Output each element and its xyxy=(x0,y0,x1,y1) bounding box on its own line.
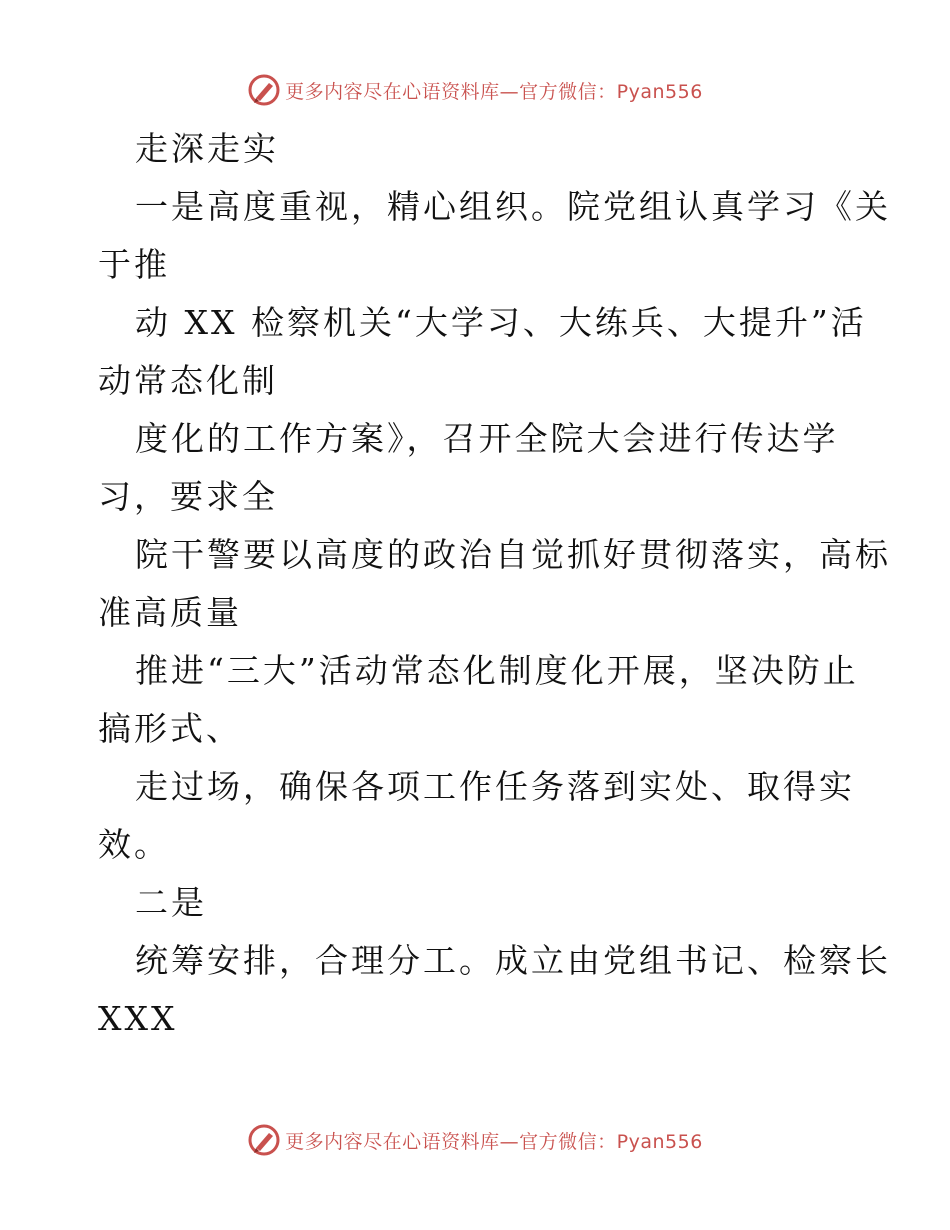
document-body xyxy=(98,120,891,1048)
text-line: 推进“三大”活动常态化制度化开展，坚决防止 xyxy=(135,651,859,690)
text-line: 动常态化制 xyxy=(98,361,278,400)
watermark-text: 更多内容尽在心语资料库—官方微信：Pyan556 xyxy=(285,80,703,103)
header-watermark xyxy=(0,72,950,108)
text-line: 统筹安排，合理分工。成立由党组书记、检察长 xyxy=(135,941,891,980)
text-line: 二是 xyxy=(135,883,207,922)
pen-logo-icon xyxy=(247,1123,281,1157)
text-line: 走深走实 xyxy=(135,129,279,168)
text-line: XXX xyxy=(98,999,178,1038)
text-line: 习，要求全 xyxy=(98,477,278,516)
text-line: 度化的工作方案》，召开全院大会进行传达学 xyxy=(135,419,839,458)
text-line: 走过场，确保各项工作任务落到实处、取得实 xyxy=(135,767,855,806)
text-line: 动 XX 检察机关“大学习、大练兵、大提升”活 xyxy=(135,303,867,342)
text-line: 效。 xyxy=(98,825,170,864)
pen-logo-icon xyxy=(247,73,281,107)
text-line: 准高质量 xyxy=(98,593,242,632)
footer-watermark xyxy=(0,1122,950,1158)
text-line: 院干警要以高度的政治自觉抓好贯彻落实，高标 xyxy=(135,535,891,574)
text-line: 于推 xyxy=(98,245,170,284)
text-line: 搞形式、 xyxy=(98,709,242,748)
watermark-text: 更多内容尽在心语资料库—官方微信：Pyan556 xyxy=(285,1130,703,1153)
text-line: 一是高度重视，精心组织。院党组认真学习《关 xyxy=(135,187,891,226)
